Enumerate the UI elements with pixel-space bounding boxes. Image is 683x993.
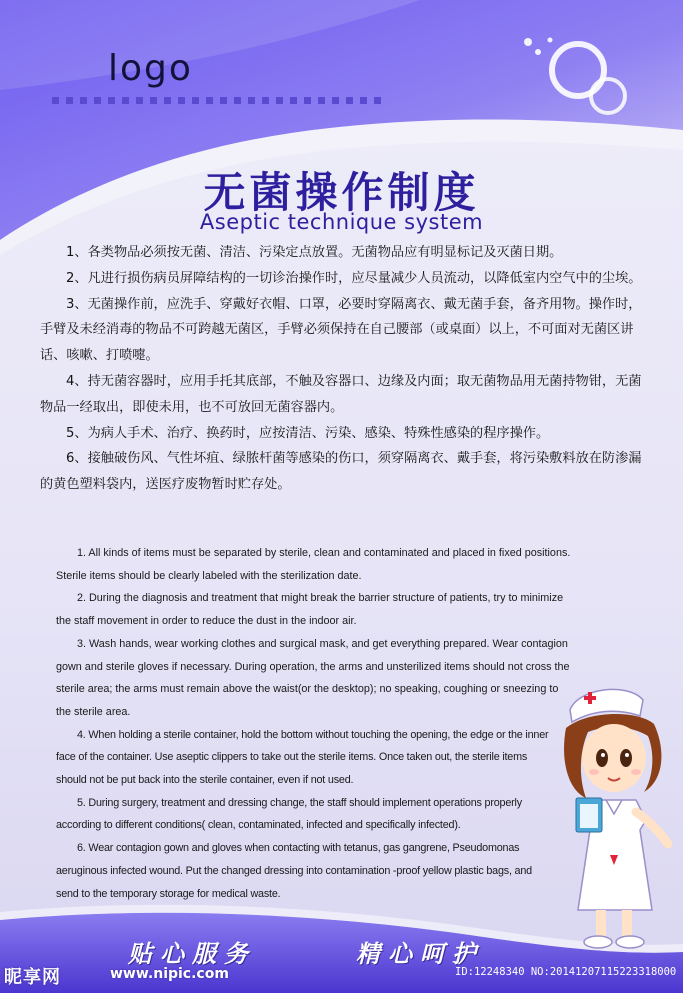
rule-en: 5. During surgery, treatment and dressing change, the staff should implement operations properly according to different conditions( clean, contaminated, infected and specifically infected).: [56, 796, 522, 832]
rule-cn: 1、各类物品必须按无菌、清洁、污染定点放置。无菌物品应有明显标记及灭菌日期。: [66, 245, 563, 260]
page-subtitle: Aseptic technique system: [199, 210, 484, 234]
rule-cn: 5、为病人手术、治疗、换药时，应按清洁、污染、感染、特殊性感染的程序操作。: [66, 425, 550, 441]
rule-en: 2. During the diagnosis and treatment that might break the barrier structure of patients, try to minimize the staff movement in order to reduce the dust in the indoor air.: [56, 592, 564, 628]
dot-row-decoration: [52, 97, 381, 104]
slogan-left: 贴心服务: [128, 939, 256, 968]
rule-en: 3. Wash hands, wear working clothes and surgical mask, and get everything prepared. Wear contagion gown and sterile gloves if necessary. During operation, the arms and unsterilized items should not cross the sterile area; the arms must remain above the waist(or the desktop); no speaking, coughing or sneezing to the sterile area.: [56, 637, 570, 718]
dot-decoration: [535, 49, 541, 55]
watermark-url: www.nipic.com: [110, 966, 229, 982]
rule-cn: 3、无菌操作前，应洗手、穿戴好衣帽、口罩，必要时穿隔离衣、戴无菌手套，备齐用物。操作时，手臂及未经消毒的物品不可跨越无菌区，手臂必须保持在自己腰部（或桌面）以上，不可面对无菌区讲话、咳嗽、打喷嚏。: [40, 296, 642, 364]
watermark-site: 昵享网: [4, 967, 61, 988]
rule-en: 6. Wear contagion gown and gloves when contacting with tetanus, gas gangrene, Pseudomonas aeruginous infected wound. Put the changed dressing into contamination -proof yellow plastic bags, and send to the temporary storage for medical waste.: [56, 842, 532, 900]
image-id-text: ID:12248340 NO:20141207115223318000: [455, 966, 677, 978]
rule-cn: 2、凡进行损伤病员屏障结构的一切诊治操作时，应尽量减少人员流动，以降低室内空气中的尘埃。: [66, 270, 642, 286]
rule-cn: 6、接触破伤风、气性坏疽、绿脓杆菌等感染的伤口，须穿隔离衣、戴手套，将污染敷料放在防渗漏的黄色塑料袋内，送医疗废物暂时贮存处。: [40, 451, 642, 493]
rule-cn: 4、持无菌容器时，应用手托其底部，不触及容器口、边缘及内面；取无菌物品用无菌持物钳，无菌物品一经取出，即使未用，也不可放回无菌容器内。: [40, 373, 642, 415]
rule-en: 1. All kinds of items must be separated by sterile, clean and contaminated and placed in fixed positions. Sterile items should be clearly labeled with the sterilization date.: [56, 547, 571, 582]
logo-text: logo: [108, 48, 193, 89]
dot-decoration: [524, 38, 532, 46]
dot-decoration: [548, 38, 553, 43]
nurse-illustration: [548, 680, 678, 960]
rule-en: 4. When holding a sterile container, hold the bottom without touching the opening, the edge or the inner face of the container. Use aseptic clippers to take out the sterile items. Once taken out, the sterile items should not be put back into the sterile container, even if not used.: [56, 728, 549, 787]
page-title: 无菌操作制度: [203, 168, 480, 217]
rules-chinese: [40, 240, 652, 498]
rules-english: [56, 542, 576, 905]
slogan-right: 精心呵护: [356, 939, 484, 968]
